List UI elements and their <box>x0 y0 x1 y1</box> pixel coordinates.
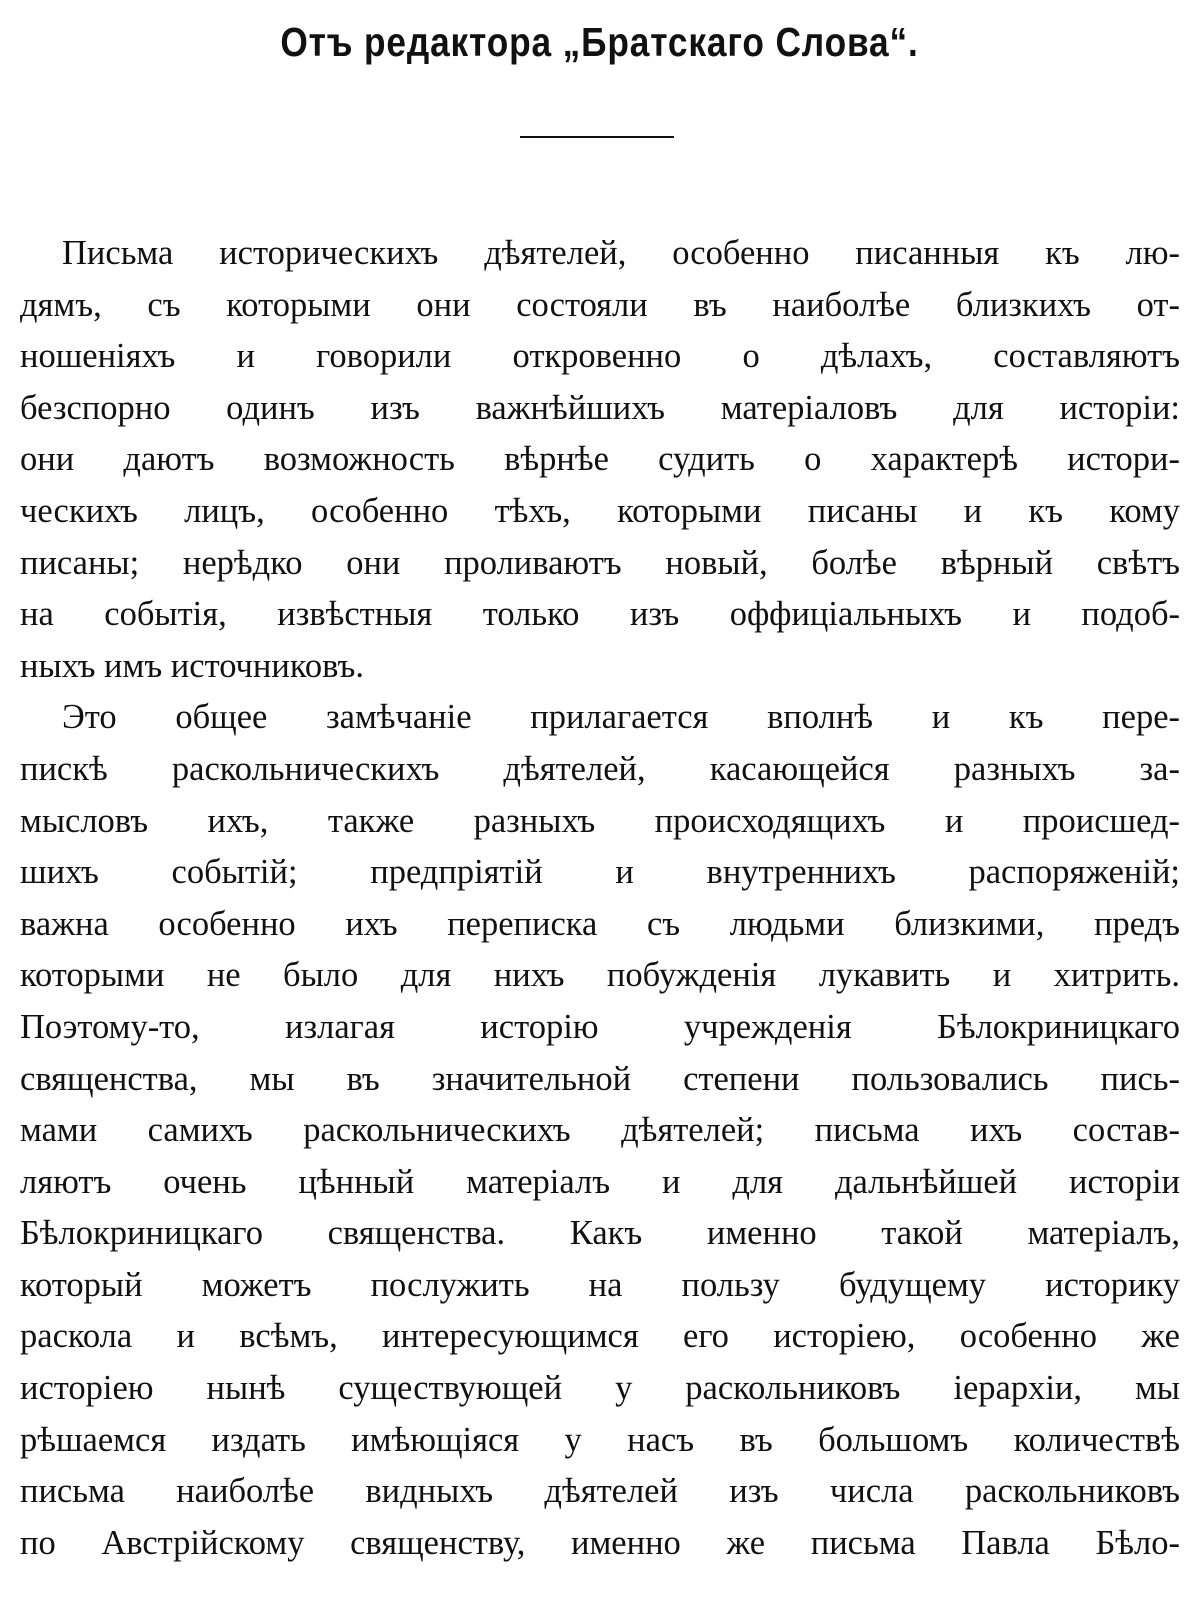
title-divider <box>520 136 674 138</box>
text-line: ношеніяхъ и говорили откровенно о дѣлахъ, составляютъ <box>20 337 1180 376</box>
text-line: письма наиболѣе видныхъ дѣятелей изъ числа раскольниковъ <box>20 1472 1180 1511</box>
text-line: на событія, извѣстныя только изъ оффиціальныхъ и подоб- <box>20 595 1180 634</box>
text-line: безспорно одинъ изъ важнѣйшихъ матеріаловъ для исторіи: <box>20 388 1180 427</box>
text-line: которыми не было для нихъ побужденія лукавить и хитрить. <box>20 956 1180 995</box>
text-line: важна особенно ихъ переписка съ людьми близкими, предъ <box>20 904 1180 943</box>
text-line: ляютъ очень цѣнный матеріалъ и для дальнѣйшей исторіи <box>20 1162 1180 1201</box>
text-line: Поэтому-то, излагая исторію учрежденія Бѣлокриницкаго <box>20 1007 1180 1046</box>
text-line: дямъ, съ которыми они состояли въ наиболѣе близкихъ от- <box>20 285 1180 324</box>
text-line: шихъ событій; предпріятій и внутреннихъ распоряженій; <box>20 853 1180 892</box>
text-line: они даютъ возможность вѣрнѣе судить о характерѣ истори- <box>20 440 1180 479</box>
body-text <box>20 228 1180 1569</box>
text-line: исторіею нынѣ существующей у раскольниковъ іерархіи, мы <box>20 1369 1180 1408</box>
text-line: ческихъ лицъ, особенно тѣхъ, которыми писаны и къ кому <box>20 491 1180 530</box>
text-line: мысловъ ихъ, также разныхъ происходящихъ и происшед- <box>20 801 1180 840</box>
text-line: по Австрійскому священству, именно же письма Павла Бѣло- <box>20 1523 1180 1562</box>
text-line: рѣшаемся издать имѣющіяся у насъ въ большомъ количествѣ <box>20 1420 1180 1459</box>
text-line: раскола и всѣмъ, интересующимся его исторіею, особенно же <box>20 1317 1180 1356</box>
text-line: Письма историческихъ дѣятелей, особенно писанныя къ лю- <box>62 234 1180 272</box>
text-line: который можетъ послужить на пользу будущему историку <box>20 1265 1180 1304</box>
text-line: писаны; нерѣдко они проливаютъ новый, болѣе вѣрный свѣтъ <box>20 543 1180 582</box>
text-line: мами самихъ раскольническихъ дѣятелей; письма ихъ состав- <box>20 1111 1180 1150</box>
text-line: пискѣ раскольническихъ дѣятелей, касающейся разныхъ за- <box>20 749 1180 788</box>
text-line: Бѣлокриницкаго священства. Какъ именно такой матеріалъ, <box>20 1214 1180 1253</box>
page-title: Отъ редактора „Братскаго Слова“. <box>280 19 919 65</box>
text-line: священства, мы въ значительной степени пользовались пись- <box>20 1059 1180 1098</box>
text-line: ныхъ имъ источниковъ. <box>20 646 364 685</box>
text-line: Это общее замѣчаніе прилагается вполнѣ и къ пере- <box>62 698 1180 737</box>
